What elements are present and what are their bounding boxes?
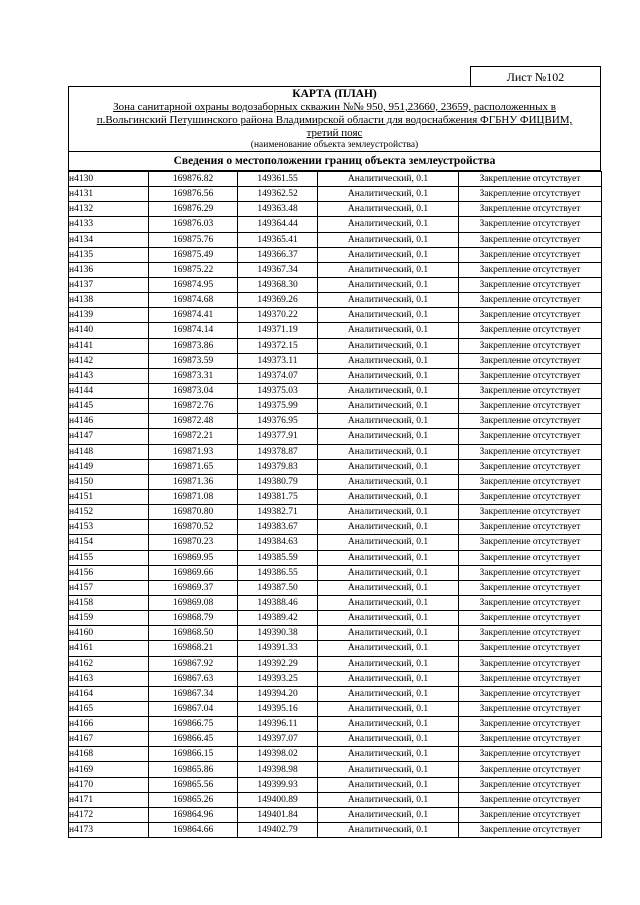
coordinates-table-body	[69, 172, 602, 838]
coordinate-x: 169872.76	[149, 399, 238, 414]
table-row	[69, 580, 602, 595]
coordinate-y: 149363.48	[238, 202, 318, 217]
coordinate-x: 169873.04	[149, 383, 238, 398]
coordinate-y: 149375.03	[238, 383, 318, 398]
object-name-line-1: Зона санитарной охраны водозаборных скважин №№ 950, 951,23660, 23659, расположенных в	[113, 101, 556, 113]
table-row	[69, 701, 602, 716]
point-description: Закрепление отсутствует	[459, 792, 602, 807]
coordinate-x: 169872.21	[149, 429, 238, 444]
coordinate-x: 169870.52	[149, 520, 238, 535]
point-description: Закрепление отсутствует	[459, 202, 602, 217]
coordinate-x: 169872.48	[149, 414, 238, 429]
point-name: н4166	[69, 717, 149, 732]
determination-method: Аналитический, 0.1	[318, 626, 459, 641]
point-description: Закрепление отсутствует	[459, 399, 602, 414]
coordinate-y: 149362.52	[238, 187, 318, 202]
determination-method: Аналитический, 0.1	[318, 777, 459, 792]
point-description: Закрепление отсутствует	[459, 308, 602, 323]
table-row	[69, 641, 602, 656]
coordinate-y: 149375.99	[238, 399, 318, 414]
coordinate-x: 169871.08	[149, 489, 238, 504]
point-name: н4133	[69, 217, 149, 232]
coordinate-y: 149391.33	[238, 641, 318, 656]
coordinate-y: 149366.37	[238, 247, 318, 262]
determination-method: Аналитический, 0.1	[318, 444, 459, 459]
table-row	[69, 747, 602, 762]
point-description: Закрепление отсутствует	[459, 611, 602, 626]
coordinate-y: 149400.89	[238, 792, 318, 807]
table-row	[69, 232, 602, 247]
coordinate-x: 169866.75	[149, 717, 238, 732]
coordinate-x: 169876.56	[149, 187, 238, 202]
table-row	[69, 262, 602, 277]
table-row	[69, 535, 602, 550]
determination-method: Аналитический, 0.1	[318, 187, 459, 202]
table-row	[69, 611, 602, 626]
coordinate-y: 149387.50	[238, 580, 318, 595]
coordinate-x: 169874.95	[149, 277, 238, 292]
point-name: н4173	[69, 823, 149, 838]
coordinate-x: 169866.15	[149, 747, 238, 762]
point-name: н4146	[69, 414, 149, 429]
point-name: н4135	[69, 247, 149, 262]
point-name: н4159	[69, 611, 149, 626]
coordinates-table	[68, 171, 602, 838]
table-row	[69, 353, 602, 368]
coordinate-y: 149392.29	[238, 656, 318, 671]
table-row	[69, 217, 602, 232]
coordinate-x: 169868.50	[149, 626, 238, 641]
point-name: н4154	[69, 535, 149, 550]
point-name: н4167	[69, 732, 149, 747]
coordinate-y: 149396.11	[238, 717, 318, 732]
point-name: н4158	[69, 595, 149, 610]
point-name: н4145	[69, 399, 149, 414]
coordinate-y: 149395.16	[238, 701, 318, 716]
coordinate-y: 149383.67	[238, 520, 318, 535]
table-row	[69, 520, 602, 535]
point-name: н4170	[69, 777, 149, 792]
determination-method: Аналитический, 0.1	[318, 414, 459, 429]
point-description: Закрепление отсутствует	[459, 232, 602, 247]
point-name: н4161	[69, 641, 149, 656]
point-name: н4138	[69, 293, 149, 308]
determination-method: Аналитический, 0.1	[318, 202, 459, 217]
coordinate-y: 149374.07	[238, 368, 318, 383]
table-row	[69, 807, 602, 822]
point-description: Закрепление отсутствует	[459, 823, 602, 838]
point-description: Закрепление отсутствует	[459, 656, 602, 671]
coordinate-x: 169868.21	[149, 641, 238, 656]
table-row	[69, 777, 602, 792]
point-description: Закрепление отсутствует	[459, 459, 602, 474]
table-row	[69, 671, 602, 686]
table-row	[69, 717, 602, 732]
determination-method: Аналитический, 0.1	[318, 474, 459, 489]
coordinate-x: 169867.34	[149, 686, 238, 701]
coordinate-x: 169873.86	[149, 338, 238, 353]
point-description: Закрепление отсутствует	[459, 762, 602, 777]
object-name-line-2: п.Вольгинский Петушинского района Владимирской области для водоснабжения ФГБНУ ФИЦВИМ,	[96, 114, 573, 126]
table-row	[69, 202, 602, 217]
coordinate-y: 149384.63	[238, 535, 318, 550]
coordinate-y: 149398.98	[238, 762, 318, 777]
point-description: Закрепление отсутствует	[459, 580, 602, 595]
point-name: н4165	[69, 701, 149, 716]
point-name: н4131	[69, 187, 149, 202]
coordinate-y: 149367.34	[238, 262, 318, 277]
object-name-caption: (наименование объекта землеустройства)	[250, 140, 419, 150]
coordinate-x: 169873.59	[149, 353, 238, 368]
coordinate-x: 169874.41	[149, 308, 238, 323]
determination-method: Аналитический, 0.1	[318, 520, 459, 535]
coordinate-y: 149372.15	[238, 338, 318, 353]
table-row	[69, 595, 602, 610]
point-description: Закрепление отсутствует	[459, 172, 602, 187]
coordinate-x: 169865.56	[149, 777, 238, 792]
point-description: Закрепление отсутствует	[459, 641, 602, 656]
determination-method: Аналитический, 0.1	[318, 565, 459, 580]
table-row	[69, 308, 602, 323]
point-name: н4136	[69, 262, 149, 277]
point-name: н4155	[69, 550, 149, 565]
table-row	[69, 732, 602, 747]
coordinate-x: 169869.95	[149, 550, 238, 565]
point-name: н4137	[69, 277, 149, 292]
coordinate-x: 169871.65	[149, 459, 238, 474]
point-description: Закрепление отсутствует	[459, 747, 602, 762]
table-row	[69, 459, 602, 474]
coordinate-x: 169871.93	[149, 444, 238, 459]
coordinate-x: 169875.49	[149, 247, 238, 262]
coordinate-y: 149386.55	[238, 565, 318, 580]
sheet-number: Лист №102	[470, 66, 601, 87]
coordinate-x: 169867.04	[149, 701, 238, 716]
coordinate-x: 169864.96	[149, 807, 238, 822]
point-name: н4148	[69, 444, 149, 459]
coordinate-x: 169870.80	[149, 505, 238, 520]
determination-method: Аналитический, 0.1	[318, 641, 459, 656]
coordinate-y: 149369.26	[238, 293, 318, 308]
coordinate-x: 169867.63	[149, 671, 238, 686]
point-description: Закрепление отсутствует	[459, 565, 602, 580]
determination-method: Аналитический, 0.1	[318, 308, 459, 323]
point-name: н4140	[69, 323, 149, 338]
table-row	[69, 474, 602, 489]
coordinate-y: 149380.79	[238, 474, 318, 489]
point-name: н4164	[69, 686, 149, 701]
coordinate-x: 169867.92	[149, 656, 238, 671]
determination-method: Аналитический, 0.1	[318, 550, 459, 565]
determination-method: Аналитический, 0.1	[318, 701, 459, 716]
determination-method: Аналитический, 0.1	[318, 686, 459, 701]
table-row	[69, 293, 602, 308]
point-description: Закрепление отсутствует	[459, 701, 602, 716]
point-description: Закрепление отсутствует	[459, 293, 602, 308]
coordinate-y: 149381.75	[238, 489, 318, 504]
point-description: Закрепление отсутствует	[459, 671, 602, 686]
determination-method: Аналитический, 0.1	[318, 383, 459, 398]
coordinate-x: 169876.29	[149, 202, 238, 217]
point-name: н4139	[69, 308, 149, 323]
point-description: Закрепление отсутствует	[459, 489, 602, 504]
table-row	[69, 762, 602, 777]
point-name: н4168	[69, 747, 149, 762]
coordinate-x: 169874.14	[149, 323, 238, 338]
point-description: Закрепление отсутствует	[459, 429, 602, 444]
coordinate-x: 169869.37	[149, 580, 238, 595]
point-name: н4143	[69, 368, 149, 383]
table-row	[69, 368, 602, 383]
point-description: Закрепление отсутствует	[459, 807, 602, 822]
coordinate-x: 169873.31	[149, 368, 238, 383]
point-description: Закрепление отсутствует	[459, 187, 602, 202]
coordinate-y: 149389.42	[238, 611, 318, 626]
coordinate-y: 149394.20	[238, 686, 318, 701]
coordinate-x: 169874.68	[149, 293, 238, 308]
point-description: Закрепление отсутствует	[459, 505, 602, 520]
point-name: н4150	[69, 474, 149, 489]
point-description: Закрепление отсутствует	[459, 474, 602, 489]
point-name: н4169	[69, 762, 149, 777]
determination-method: Аналитический, 0.1	[318, 323, 459, 338]
coordinate-y: 149378.87	[238, 444, 318, 459]
coordinate-y: 149382.71	[238, 505, 318, 520]
point-name: н4130	[69, 172, 149, 187]
coordinate-x: 169876.03	[149, 217, 238, 232]
table-row	[69, 399, 602, 414]
coordinate-y: 149370.22	[238, 308, 318, 323]
table-row	[69, 686, 602, 701]
determination-method: Аналитический, 0.1	[318, 217, 459, 232]
document-header	[68, 86, 601, 152]
table-row	[69, 338, 602, 353]
point-description: Закрепление отсутствует	[459, 717, 602, 732]
point-description: Закрепление отсутствует	[459, 383, 602, 398]
determination-method: Аналитический, 0.1	[318, 747, 459, 762]
determination-method: Аналитический, 0.1	[318, 595, 459, 610]
point-description: Закрепление отсутствует	[459, 732, 602, 747]
coordinate-y: 149361.55	[238, 172, 318, 187]
point-description: Закрепление отсутствует	[459, 520, 602, 535]
point-name: н4157	[69, 580, 149, 595]
determination-method: Аналитический, 0.1	[318, 717, 459, 732]
determination-method: Аналитический, 0.1	[318, 459, 459, 474]
table-row	[69, 414, 602, 429]
determination-method: Аналитический, 0.1	[318, 429, 459, 444]
point-name: н4142	[69, 353, 149, 368]
point-description: Закрепление отсутствует	[459, 217, 602, 232]
point-name: н4141	[69, 338, 149, 353]
point-name: н4147	[69, 429, 149, 444]
coordinate-x: 169875.22	[149, 262, 238, 277]
coordinate-y: 149371.19	[238, 323, 318, 338]
coordinate-x: 169876.82	[149, 172, 238, 187]
point-description: Закрепление отсутствует	[459, 338, 602, 353]
point-name: н4172	[69, 807, 149, 822]
point-name: н4162	[69, 656, 149, 671]
determination-method: Аналитический, 0.1	[318, 489, 459, 504]
point-description: Закрепление отсутствует	[459, 595, 602, 610]
table-row	[69, 823, 602, 838]
point-description: Закрепление отсутствует	[459, 247, 602, 262]
determination-method: Аналитический, 0.1	[318, 823, 459, 838]
section-title: Сведения о местоположении границ объекта землеустройства	[68, 152, 601, 171]
coordinate-y: 149364.44	[238, 217, 318, 232]
point-name: н4163	[69, 671, 149, 686]
document-title: КАРТА (ПЛАН)	[292, 88, 377, 100]
point-description: Закрепление отсутствует	[459, 414, 602, 429]
coordinate-x: 169870.23	[149, 535, 238, 550]
table-row	[69, 444, 602, 459]
point-name: н4149	[69, 459, 149, 474]
coordinate-x: 169869.08	[149, 595, 238, 610]
coordinate-y: 149376.95	[238, 414, 318, 429]
coordinate-y: 149397.07	[238, 732, 318, 747]
determination-method: Аналитический, 0.1	[318, 368, 459, 383]
point-description: Закрепление отсутствует	[459, 323, 602, 338]
coordinate-y: 149385.59	[238, 550, 318, 565]
determination-method: Аналитический, 0.1	[318, 792, 459, 807]
coordinate-x: 169868.79	[149, 611, 238, 626]
point-name: н4156	[69, 565, 149, 580]
determination-method: Аналитический, 0.1	[318, 762, 459, 777]
coordinate-x: 169875.76	[149, 232, 238, 247]
determination-method: Аналитический, 0.1	[318, 338, 459, 353]
coordinate-x: 169871.36	[149, 474, 238, 489]
point-description: Закрепление отсутствует	[459, 262, 602, 277]
coordinate-y: 149402.79	[238, 823, 318, 838]
determination-method: Аналитический, 0.1	[318, 247, 459, 262]
determination-method: Аналитический, 0.1	[318, 277, 459, 292]
coordinate-y: 149399.93	[238, 777, 318, 792]
point-description: Закрепление отсутствует	[459, 777, 602, 792]
point-description: Закрепление отсутствует	[459, 277, 602, 292]
coordinate-y: 149393.25	[238, 671, 318, 686]
determination-method: Аналитический, 0.1	[318, 262, 459, 277]
table-row	[69, 565, 602, 580]
object-name-line-3: третий пояс	[306, 127, 363, 139]
point-name: н4132	[69, 202, 149, 217]
table-row	[69, 550, 602, 565]
determination-method: Аналитический, 0.1	[318, 671, 459, 686]
table-row	[69, 489, 602, 504]
point-name: н4134	[69, 232, 149, 247]
table-row	[69, 656, 602, 671]
determination-method: Аналитический, 0.1	[318, 172, 459, 187]
coordinate-y: 149390.38	[238, 626, 318, 641]
determination-method: Аналитический, 0.1	[318, 535, 459, 550]
coordinate-y: 149368.30	[238, 277, 318, 292]
table-row	[69, 323, 602, 338]
point-description: Закрепление отсутствует	[459, 626, 602, 641]
determination-method: Аналитический, 0.1	[318, 807, 459, 822]
coordinate-y: 149365.41	[238, 232, 318, 247]
point-name: н4151	[69, 489, 149, 504]
point-description: Закрепление отсутствует	[459, 550, 602, 565]
coordinate-y: 149388.46	[238, 595, 318, 610]
point-name: н4153	[69, 520, 149, 535]
table-row	[69, 172, 602, 187]
determination-method: Аналитический, 0.1	[318, 656, 459, 671]
point-name: н4160	[69, 626, 149, 641]
point-description: Закрепление отсутствует	[459, 353, 602, 368]
coordinate-y: 149379.83	[238, 459, 318, 474]
coordinate-y: 149401.84	[238, 807, 318, 822]
determination-method: Аналитический, 0.1	[318, 353, 459, 368]
table-row	[69, 792, 602, 807]
table-row	[69, 277, 602, 292]
coordinate-y: 149377.91	[238, 429, 318, 444]
coordinate-y: 149373.11	[238, 353, 318, 368]
coordinate-x: 169866.45	[149, 732, 238, 747]
determination-method: Аналитический, 0.1	[318, 580, 459, 595]
determination-method: Аналитический, 0.1	[318, 399, 459, 414]
determination-method: Аналитический, 0.1	[318, 232, 459, 247]
coordinate-x: 169865.86	[149, 762, 238, 777]
determination-method: Аналитический, 0.1	[318, 293, 459, 308]
point-name: н4152	[69, 505, 149, 520]
table-row	[69, 247, 602, 262]
table-row	[69, 383, 602, 398]
determination-method: Аналитический, 0.1	[318, 611, 459, 626]
coordinate-y: 149398.02	[238, 747, 318, 762]
table-row	[69, 429, 602, 444]
coordinate-x: 169864.66	[149, 823, 238, 838]
coordinate-x: 169865.26	[149, 792, 238, 807]
point-description: Закрепление отсутствует	[459, 444, 602, 459]
point-name: н4171	[69, 792, 149, 807]
point-description: Закрепление отсутствует	[459, 368, 602, 383]
point-description: Закрепление отсутствует	[459, 686, 602, 701]
point-name: н4144	[69, 383, 149, 398]
coordinate-x: 169869.66	[149, 565, 238, 580]
determination-method: Аналитический, 0.1	[318, 732, 459, 747]
table-row	[69, 505, 602, 520]
table-row	[69, 187, 602, 202]
point-description: Закрепление отсутствует	[459, 535, 602, 550]
determination-method: Аналитический, 0.1	[318, 505, 459, 520]
table-row	[69, 626, 602, 641]
